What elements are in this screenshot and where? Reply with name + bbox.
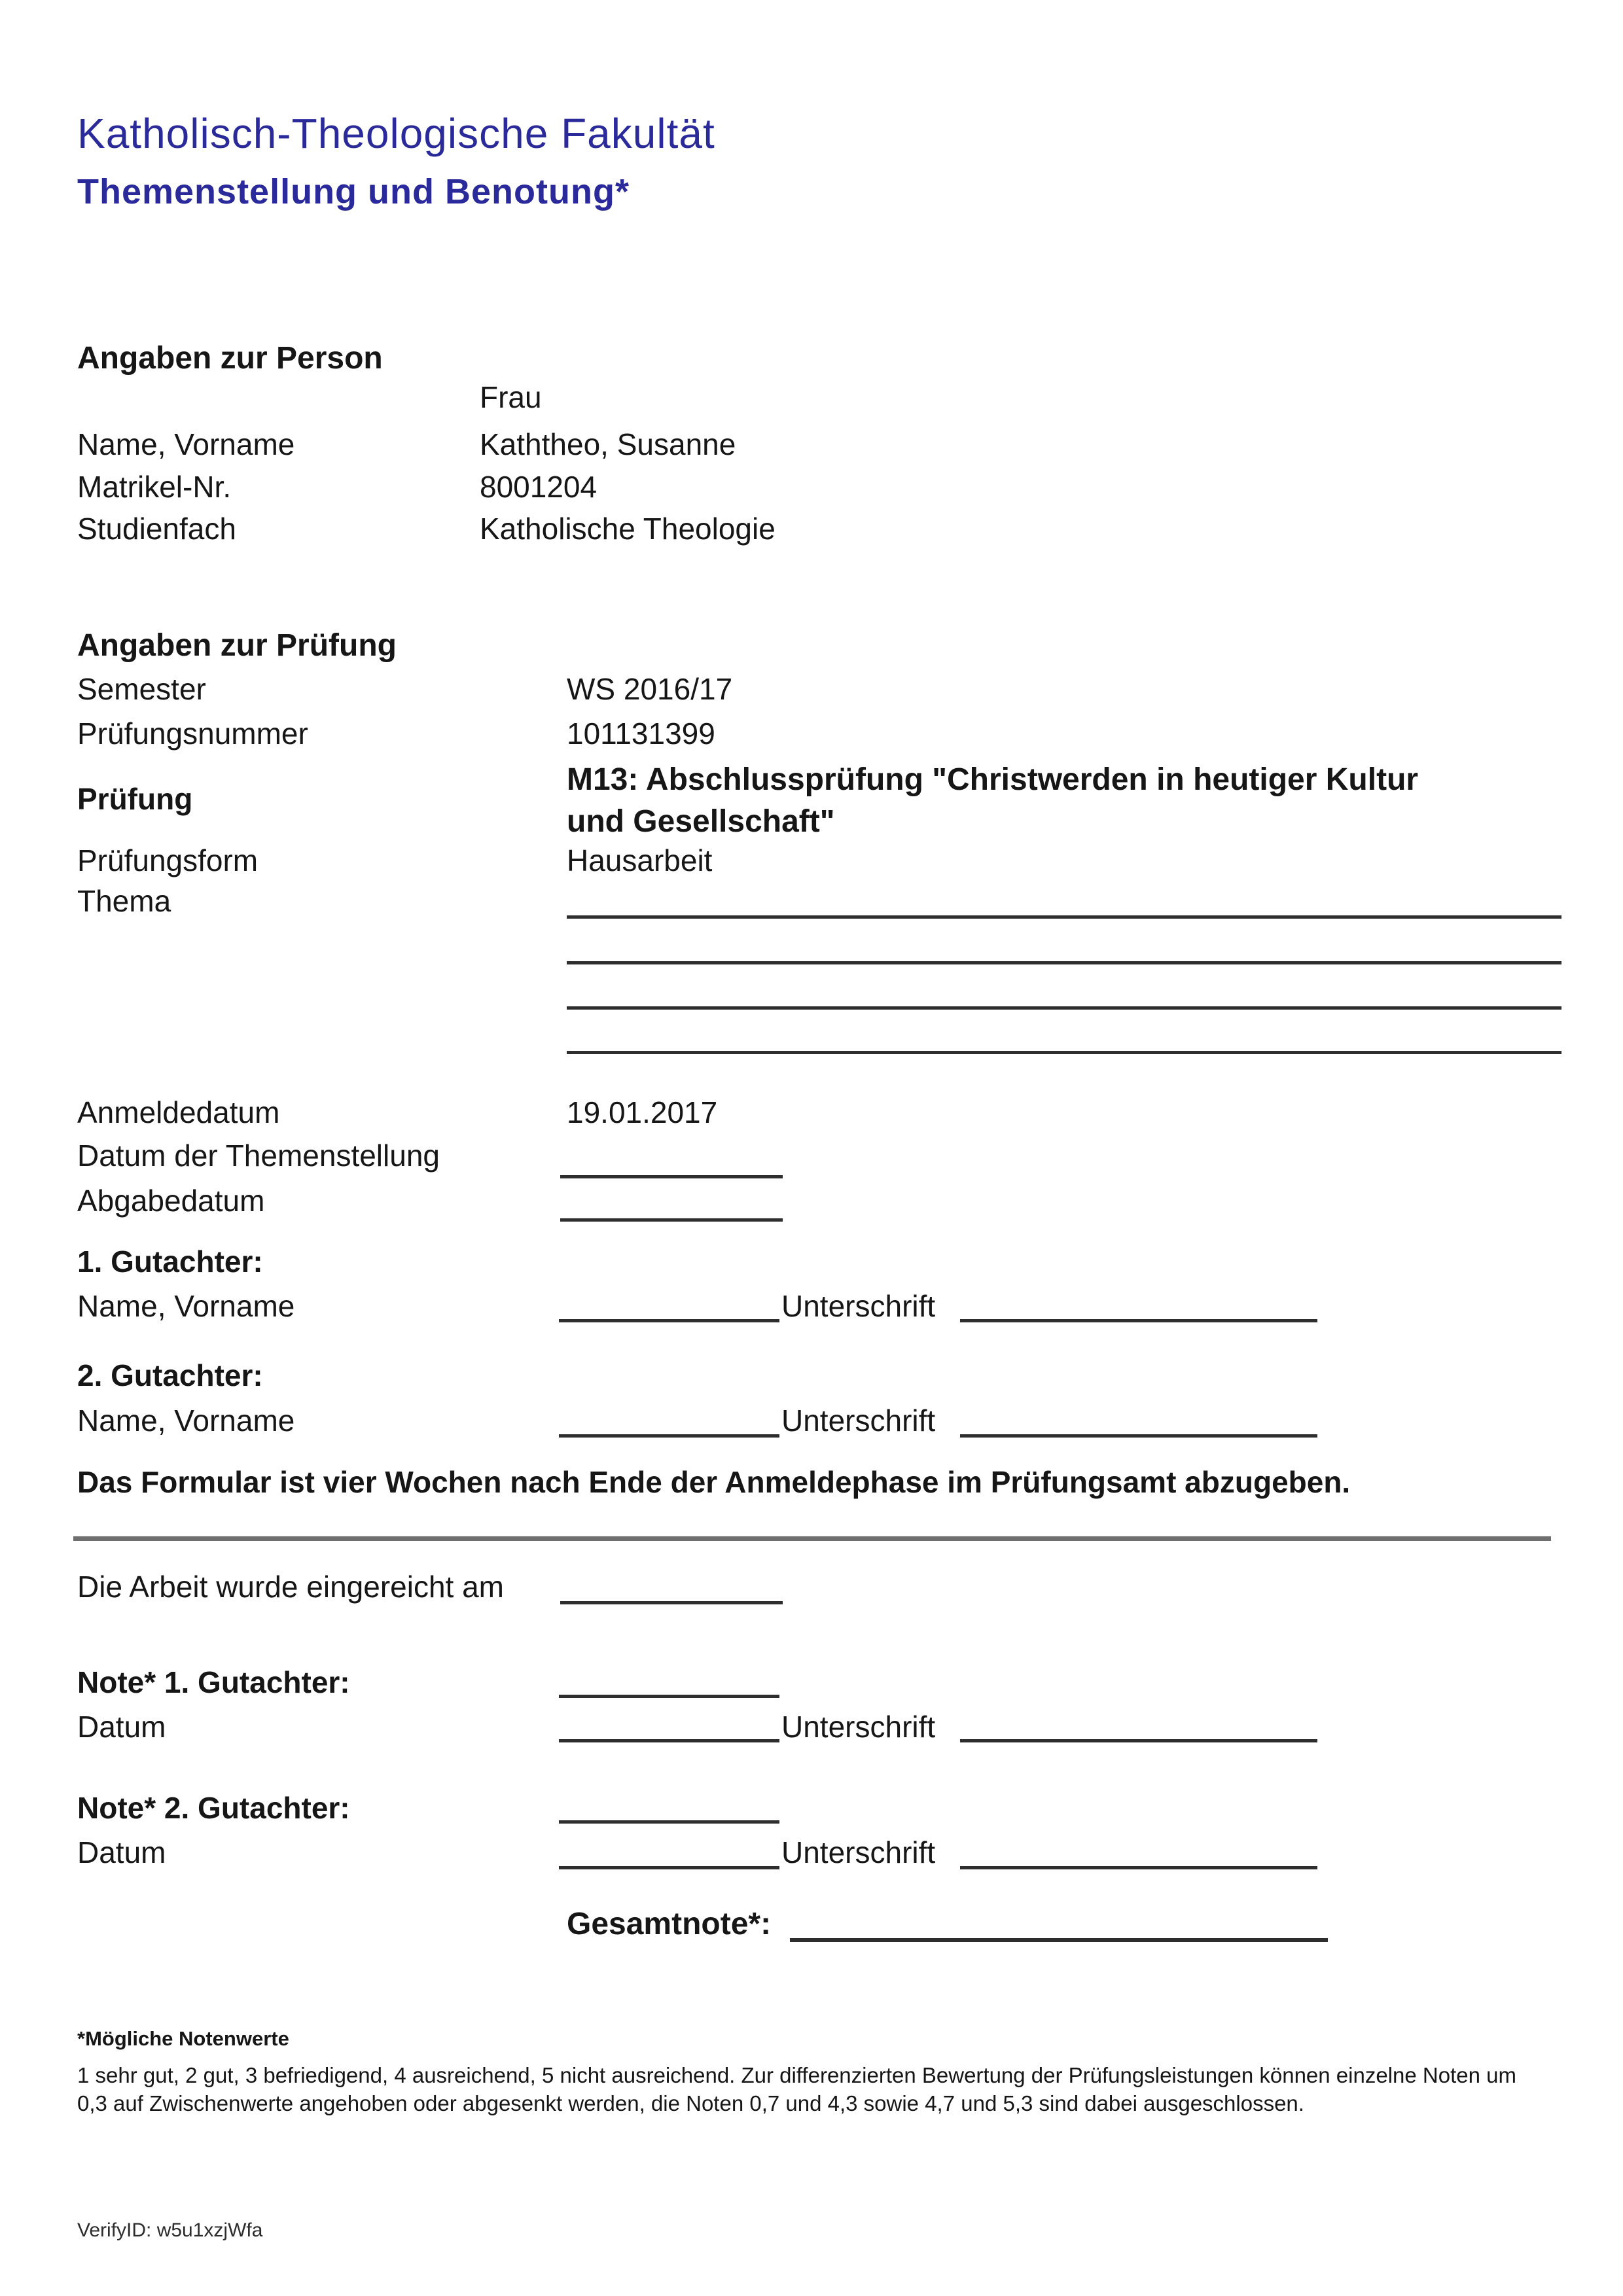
grade2-signature-label: Unterschrift	[781, 1835, 936, 1869]
subject-label: Studienfach	[77, 512, 236, 546]
topic-blank-line-4	[567, 1051, 1561, 1054]
total-grade-label: Gesamtnote*:	[567, 1907, 772, 1941]
reviewer1-signature-blank-line	[960, 1319, 1317, 1322]
exam-number-value: 101131399	[567, 716, 715, 751]
semester-label: Semester	[77, 672, 206, 706]
footnote-text: 1 sehr gut, 2 gut, 3 befriedigend, 4 ausreichend, 5 nicht ausreichend. Zur differenzierten Bewertung der Prüfungsleistungen können einzelne Noten um 0,3 auf Zwischenwerte angehoben oder abgesenkt werden, die Noten 0,7 und 4,3 sowie 4,7 und 5,3 sind dabei ausgeschlossen.	[77, 2063, 1516, 2115]
reviewer2-signature-label: Unterschrift	[781, 1404, 936, 1438]
footnote-heading: *Mögliche Notenwerte	[77, 2027, 289, 2050]
total-grade-blank-line	[790, 1938, 1328, 1942]
submission-notice: Das Formular ist vier Wochen nach Ende der Anmeldephase im Prüfungsamt abzugeben.	[77, 1465, 1351, 1499]
topic-label: Thema	[77, 884, 171, 918]
reviewer1-name-blank-line	[559, 1319, 779, 1322]
due-date-blank-line	[560, 1218, 783, 1222]
submitted-on-label: Die Arbeit wurde eingereicht am	[77, 1570, 504, 1604]
reviewer2-heading: 2. Gutachter:	[77, 1358, 263, 1392]
exam-form-value: Hausarbeit	[567, 843, 713, 877]
registration-date-label: Anmeldedatum	[77, 1095, 280, 1129]
verify-id: VerifyID: w5u1xzjWfa	[77, 2219, 263, 2241]
exam-form-label: Prüfungsform	[77, 843, 259, 877]
topic-date-label: Datum der Themenstellung	[77, 1139, 440, 1173]
topic-blank-line-2	[567, 961, 1561, 964]
topic-blank-line-3	[567, 1006, 1561, 1010]
reviewer2-name-label: Name, Vorname	[77, 1404, 295, 1438]
reviewer1-signature-label: Unterschrift	[781, 1289, 936, 1323]
name-value: Kaththeo, Susanne	[480, 427, 736, 461]
due-date-label: Abgabedatum	[77, 1184, 265, 1218]
grade1-signature-label: Unterschrift	[781, 1710, 936, 1744]
reviewer2-name-blank-line	[559, 1434, 779, 1438]
exam-section-heading: Angaben zur Prüfung	[77, 628, 397, 663]
section-divider-rule	[73, 1536, 1551, 1541]
salutation-value: Frau	[480, 380, 542, 414]
reviewer1-heading: 1. Gutachter:	[77, 1245, 263, 1279]
reviewer2-signature-blank-line	[960, 1434, 1317, 1438]
registration-date-value: 19.01.2017	[567, 1095, 718, 1129]
subject-value: Katholische Theologie	[480, 512, 776, 546]
grade1-date-blank-line	[559, 1739, 779, 1742]
matriculation-label: Matrikel-Nr.	[77, 470, 232, 504]
grade1-date-label: Datum	[77, 1710, 166, 1744]
submitted-on-blank-line	[560, 1601, 783, 1604]
person-section-heading: Angaben zur Person	[77, 341, 383, 376]
faculty-title: Katholisch-Theologische Fakultät	[77, 110, 715, 157]
grade2-heading: Note* 2. Gutachter:	[77, 1791, 350, 1825]
grade1-grade-blank-line	[559, 1695, 779, 1698]
grade2-date-blank-line	[559, 1866, 779, 1869]
form-title: Themenstellung und Benotung*	[77, 172, 630, 211]
name-label: Name, Vorname	[77, 427, 295, 461]
grade1-heading: Note* 1. Gutachter:	[77, 1665, 350, 1699]
exam-value: M13: Abschlussprüfung "Christwerden in heutiger Kultur und Gesellschaft"	[567, 762, 1419, 839]
topic-blank-line-1	[567, 915, 1561, 919]
grade2-signature-blank-line	[960, 1866, 1317, 1869]
reviewer1-name-label: Name, Vorname	[77, 1289, 295, 1323]
grade1-signature-blank-line	[960, 1739, 1317, 1742]
topic-date-blank-line	[560, 1175, 783, 1178]
exam-label: Prüfung	[77, 782, 193, 816]
grade2-date-label: Datum	[77, 1835, 166, 1869]
semester-value: WS 2016/17	[567, 672, 733, 706]
grade2-grade-blank-line	[559, 1820, 779, 1824]
exam-number-label: Prüfungsnummer	[77, 716, 308, 751]
matriculation-value: 8001204	[480, 470, 597, 504]
